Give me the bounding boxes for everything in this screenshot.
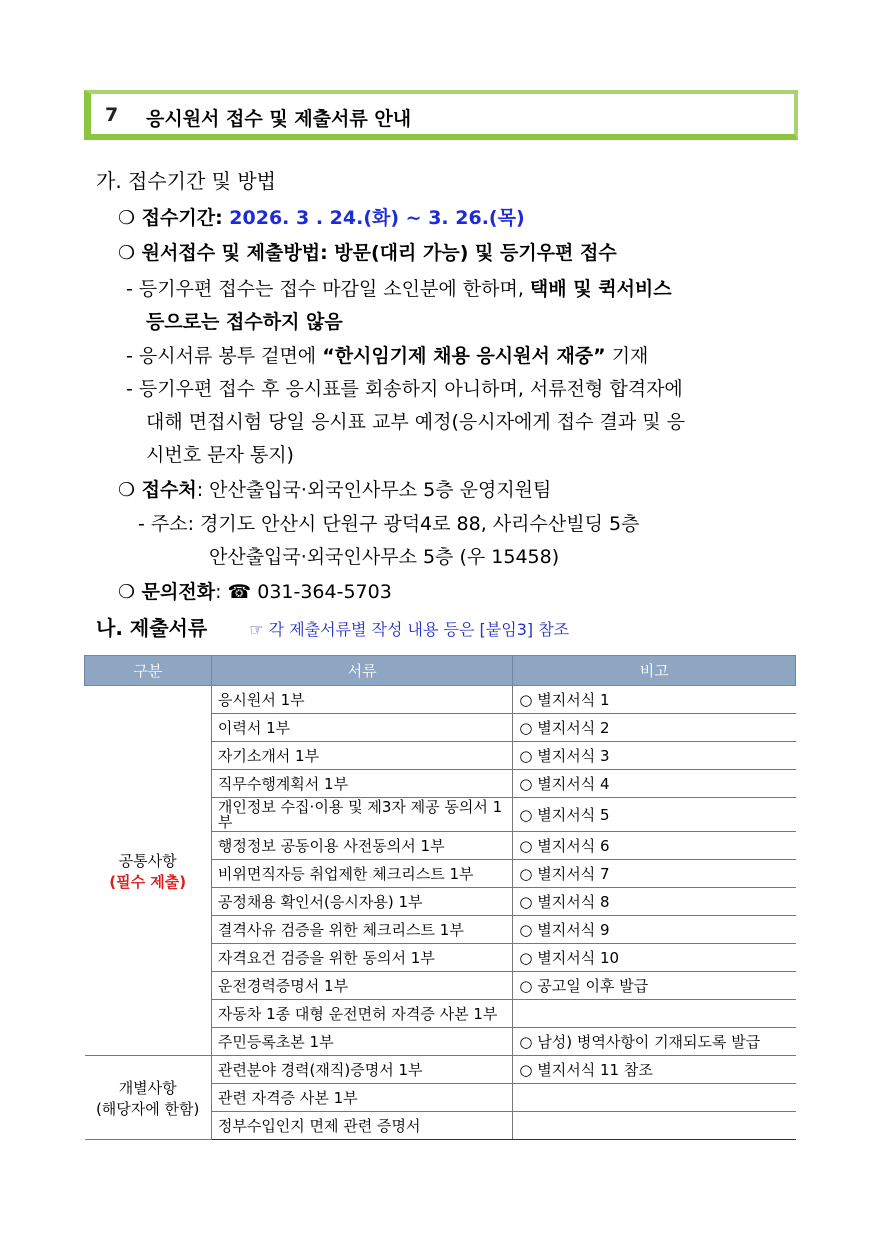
note-cell: ○ 별지서식 7 xyxy=(513,860,796,888)
address-line1: - 주소: 경기도 안산시 단원구 광덕4로 88, 사리수산빌딩 5층 xyxy=(138,513,640,535)
note-cell: ○ 별지서식 1 xyxy=(513,686,796,714)
office-value: : 안산출입국·외국인사무소 5층 운영지원팀 xyxy=(196,479,552,501)
bullet2-text: - 응시서류 봉투 겉면에 xyxy=(126,345,317,367)
section-number: 7 xyxy=(105,104,119,126)
documents-table xyxy=(84,655,796,1140)
table-row xyxy=(85,686,796,714)
doc-cell: 자격요건 검증을 위한 동의서 1부 xyxy=(211,944,513,972)
bullet3-line3: 시번호 문자 통지) xyxy=(146,444,294,466)
office-label: ❍ 접수처 xyxy=(118,479,197,501)
doc-cell: 비위면직자등 취업제한 체크리스트 1부 xyxy=(211,860,513,888)
table-header-row xyxy=(85,656,796,686)
section-header xyxy=(84,90,798,140)
section-a-title: 가. 접수기간 및 방법 xyxy=(96,169,276,193)
note-cell: ○ 별지서식 9 xyxy=(513,916,796,944)
table-row xyxy=(85,1056,796,1084)
address-line2: 안산출입국·외국인사무소 5층 (우 15458) xyxy=(209,546,560,568)
period-label: ❍ 접수기간: xyxy=(118,207,223,229)
section-b-line xyxy=(96,615,569,643)
doc-cell: 이력서 1부 xyxy=(211,714,513,742)
note-cell xyxy=(513,1000,796,1028)
period-line xyxy=(118,205,525,231)
individual-label: 개별사항 xyxy=(118,1078,177,1097)
phone-label: ❍ 문의전화 xyxy=(118,581,216,603)
office-line xyxy=(118,477,551,503)
doc-cell: 관련 자격증 사본 1부 xyxy=(211,1084,513,1112)
common-label: 공통사항 xyxy=(118,851,177,870)
individual-sublabel: (해당자에 한함) xyxy=(95,1099,200,1118)
bullet1-line1 xyxy=(126,276,672,302)
doc-cell: 정부수입인지 면제 관련 증명서 xyxy=(211,1112,513,1140)
bullet3-line1: - 등기우편 접수 후 응시표를 회송하지 아니하며, 서류전형 합격자에 xyxy=(126,378,683,400)
note-cell: ○ 별지서식 11 참조 xyxy=(513,1056,796,1084)
doc-cell: 자동차 1종 대형 운전면허 자격증 사본 1부 xyxy=(211,1000,513,1028)
doc-cell: 개인정보 수집·이용 및 제3자 제공 동의서 1부 xyxy=(211,798,513,832)
section-b-title: 나. 제출서류 xyxy=(96,616,208,640)
note-cell xyxy=(513,1112,796,1140)
note-cell: ○ 별지서식 3 xyxy=(513,742,796,770)
note-cell: ○ 별지서식 10 xyxy=(513,944,796,972)
doc-cell: 운전경력증명서 1부 xyxy=(211,972,513,1000)
bullet2-line xyxy=(126,343,648,369)
note-cell: ○ 남성) 병역사항이 기재되도록 발급 xyxy=(513,1028,796,1056)
note-cell: ○ 별지서식 4 xyxy=(513,770,796,798)
phone-value: : ☎ 031-364-5703 xyxy=(215,581,392,603)
section-b-note: ☞ 각 제출서류별 작성 내용 등은 [붙임3] 참조 xyxy=(249,620,570,639)
note-cell: ○ 별지서식 2 xyxy=(513,714,796,742)
bullet1-line2: 등으로는 접수하지 않음 xyxy=(146,311,343,333)
note-cell: ○ 별지서식 8 xyxy=(513,888,796,916)
doc-cell: 행정정보 공동이용 사전동의서 1부 xyxy=(211,832,513,860)
period-value: 2026. 3 . 24.(화) ~ 3. 26.(목) xyxy=(229,207,525,229)
doc-cell: 자기소개서 1부 xyxy=(211,742,513,770)
doc-cell: 주민등록초본 1부 xyxy=(211,1028,513,1056)
doc-cell: 공정채용 확인서(응시자용) 1부 xyxy=(211,888,513,916)
doc-cell: 관련분야 경력(재직)증명서 1부 xyxy=(211,1056,513,1084)
note-cell: ○ 별지서식 5 xyxy=(513,798,796,832)
common-required: (필수 제출) xyxy=(109,872,187,891)
bullet2-emphasis: “한시임기제 채용 응시원서 재중” xyxy=(322,345,606,367)
section-title: 응시원서 접수 및 제출서류 안내 xyxy=(146,108,412,130)
note-cell: ○ 별지서식 6 xyxy=(513,832,796,860)
bullet2-tail: 기재 xyxy=(611,345,649,367)
doc-cell: 직무수행계획서 1부 xyxy=(211,770,513,798)
note-cell: ○ 공고일 이후 발급 xyxy=(513,972,796,1000)
doc-cell: 응시원서 1부 xyxy=(211,686,513,714)
common-category-cell xyxy=(85,686,212,1056)
method-line: ❍ 원서접수 및 제출방법: 방문(대리 가능) 및 등기우편 접수 xyxy=(118,242,617,264)
header-note: 비고 xyxy=(513,656,796,686)
bullet3-line2: 대해 면접시험 당일 응시표 교부 예정(응시자에게 접수 결과 및 응 xyxy=(146,411,685,433)
header-document: 서류 xyxy=(211,656,513,686)
bullet1-text: - 등기우편 접수는 접수 마감일 소인분에 한하며, xyxy=(126,278,524,300)
individual-category-cell xyxy=(85,1056,212,1140)
note-cell xyxy=(513,1084,796,1112)
header-category: 구분 xyxy=(85,656,212,686)
bullet1-emphasis: 택배 및 퀵서비스 xyxy=(529,278,672,300)
doc-cell: 결격사유 검증을 위한 체크리스트 1부 xyxy=(211,916,513,944)
phone-line xyxy=(118,579,392,605)
